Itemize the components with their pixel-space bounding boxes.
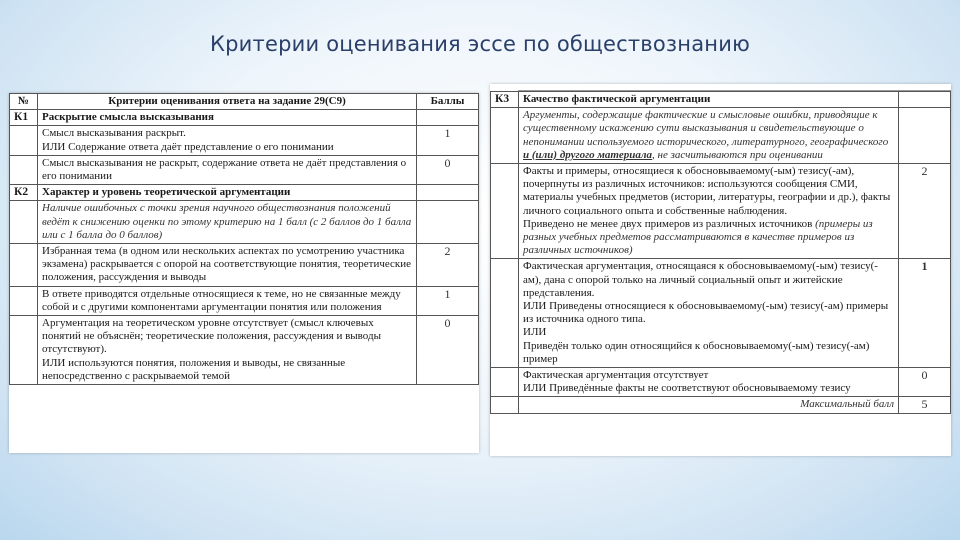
k3-title: Качество фактической аргументации	[519, 92, 899, 108]
k2-row-2	[10, 286, 479, 315]
k2-row-3	[10, 316, 479, 385]
k2-row1-text: Избранная тема (в одном или нескольких аспектах по усмотрению участника экзамена) раскрывается с опорой на соответствующие понятия, теоретические положения, рассуждения и выводы	[38, 244, 417, 287]
k3-row-3	[491, 368, 951, 397]
k3-note-row	[491, 108, 951, 164]
k3-row2-text: Фактическая аргументация, относящаяся к обосновываемому(-ым) тезису(-ам), дана с опорой только на личный социальный опыт и житейские представления. ИЛИ Приведены относящиеся к обосновываемому(-ым) тезису(-ам) примеры из источника одного типа. ИЛИ Приведён только один относящийся к обосновываемому(-ым) тезису(-ам) пример	[519, 259, 899, 368]
k3-note: Аргументы, содержащие фактические и смысловые ошибки, приводящие к существенному искажению сути высказывания и свидетельствующие о непонимании используемого исторического, литературного, географического и (или) другого материала, не засчитываются при оценивании	[519, 108, 899, 164]
cropped-row-edge	[518, 84, 951, 91]
k2-row3-text: Аргументация на теоретическом уровне отсутствует (смысл ключевых понятий не объяснён; теоретические положения, рассуждения и выводы отсутствуют). ИЛИ используются понятия, положения и выводы, не связанные непосредственно с раскрываемой темой	[38, 316, 417, 385]
criteria-table-left	[9, 93, 479, 453]
k3-title-row	[491, 92, 951, 108]
k3-row3-text: Фактическая аргументация отсутствует ИЛИ Приведённые факты не соответствуют обосновываемому тезису	[519, 368, 899, 397]
k1-row1-score: 1	[417, 126, 479, 155]
k2-row2-score: 1	[417, 286, 479, 315]
max-score-label: Максимальный балл	[519, 397, 899, 413]
k3-row1-score: 2	[899, 164, 951, 259]
k2-note-row	[10, 201, 479, 244]
k1-code: К1	[10, 110, 38, 126]
header-score: Баллы	[417, 94, 479, 110]
k1-row-1	[10, 126, 479, 155]
k3-code: К3	[491, 92, 519, 108]
k1-row-2	[10, 155, 479, 184]
k2-title-row	[10, 185, 479, 201]
max-score-value: 5	[899, 397, 951, 413]
k3-row-1	[491, 164, 951, 259]
k2-code: К2	[10, 185, 38, 201]
header-criteria: Критерии оценивания ответа на задание 29(С9)	[38, 94, 417, 110]
k3-row-2	[491, 259, 951, 368]
k2-note: Наличие ошибочных с точки зрения научного обществознания положений ведёт к снижению оценки по этому критерию на 1 балл (с 2 баллов до 1 балла или с 1 балла до 0 баллов)	[38, 201, 417, 244]
k3-row1-text: Факты и примеры, относящиеся к обосновываемому(-ым) тезису(-ам), почерпнуты из различных источников: используются сообщения СМИ, материалы учебных предметов (истории, литературы, географии и др.), факты личного социального опыта и собственные наблюдения. Приведено не менее двух примеров из различных источников (примеры из разных учебных предметов рассматриваются в качестве примеров из различных источников)	[519, 164, 899, 259]
slide-title: Критерии оценивания эссе по обществознанию	[210, 32, 750, 56]
k2-row1-score: 2	[417, 244, 479, 287]
k3-row2-score: 1	[899, 259, 951, 368]
k2-row-1	[10, 244, 479, 287]
header-num: №	[10, 94, 38, 110]
k2-row3-score: 0	[417, 316, 479, 385]
k1-row1-text: Смысл высказывания раскрыт. ИЛИ Содержание ответа даёт представление о его понимании	[38, 126, 417, 155]
criteria-table-right	[490, 84, 951, 456]
k2-title: Характер и уровень теоретической аргументации	[38, 185, 417, 201]
k1-row2-text: Смысл высказывания не раскрыт, содержание ответа не даёт представления о его понимании	[38, 155, 417, 184]
k3-row3-score: 0	[899, 368, 951, 397]
k1-row2-score: 0	[417, 155, 479, 184]
k1-title-row	[10, 110, 479, 126]
table-header-row	[10, 94, 479, 110]
k2-row2-text: В ответе приводятся отдельные относящиеся к теме, но не связанные между собой и с другими компонентами аргументации понятия или положения	[38, 286, 417, 315]
k1-title: Раскрытие смысла высказывания	[38, 110, 417, 126]
max-score-row	[491, 397, 951, 413]
